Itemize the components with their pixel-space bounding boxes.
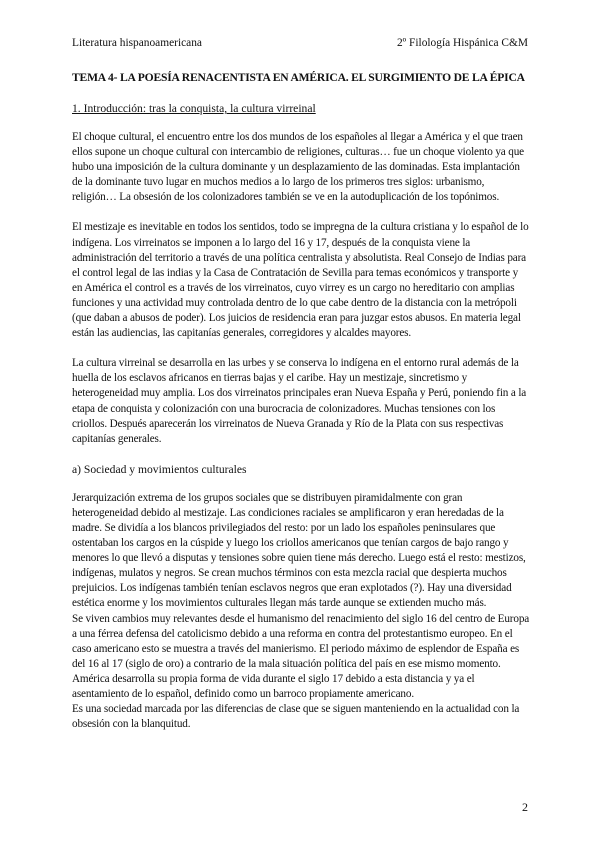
subsection-heading-sociedad: a) Sociedad y movimientos culturales bbox=[72, 462, 247, 476]
document-body bbox=[72, 60, 530, 732]
paragraph: Jerarquización extrema de los grupos sociales que se distribuyen piramidalmente con gran heterogeneidad debido al mestizaje. Las condiciones raciales se amplificaron y eran heredadas de la madre. Se dividía a los blancos privilegiados del resto: por un lado los españoles peninsulares que ostentaban los cargos en la cúspide y luego los criollos americanos que tenían cargos de bajo rango y menores lo que llevó a disputas y tensiones sobre quien tiene más derecho. Luego está el resto: mestizos, indígenas, mulatos y negros. Se crean muchos términos con esta mezcla racial que despierta muchos prejuicios. Los indígenas también tenían esclavos negros que eran explotados (?). Hay una diversidad estética enorme y los movimientos culturales llegan más tarde aunque se extienden mucho más. bbox=[72, 491, 526, 610]
page-number: 2 bbox=[522, 800, 528, 814]
header-degree-label: 2º Filología Hispánica C&M bbox=[396, 37, 528, 49]
paragraph: El choque cultural, el encuentro entre los dos mundos de los españoles al llegar a América y el que traen ellos supone un choque cultural con intercambio de religiones, culturas… fue un choque violento ya que hubo una imposición de la cultura dominante y un desplazamiento de las dominadas. Esta implantación de la dominante tuvo lugar en muchos medios a lo largo de los primeros tres siglos: urbanismo, religión… La obsesión de los colonizadores también se ve en la autoduplicación de los topónimos. bbox=[72, 131, 524, 204]
header-course-title: Literatura hispanoamericana bbox=[72, 37, 202, 49]
paragraph: Se viven cambios muy relevantes desde el humanismo del renacimiento del siglo 16 del centro de Europa a una férrea defensa del catolicismo debido a una reforma en contra del protestantismo europeo. En el caso americano esto se muestra a través del manierismo. El periodo máximo de esplendor de España es del 16 al 17 (siglo de oro) a contrario de la mala situación política del país en ese mismo momento. América desarrolla su propia forma de vida durante el siglo 17 debido a esta distancia y ya el asentamiento de lo español, definido como un barroco propiamente americano. bbox=[72, 612, 530, 700]
page-title: TEMA 4- LA POESÍA RENACENTISTA EN AMÉRICA. EL SURGIMIENTO DE LA ÉPICA bbox=[72, 71, 525, 84]
paragraph: La cultura virreinal se desarrolla en las urbes y se conserva lo indígena en el entorno rural además de la huella de los esclavos africanos en tierras bajas y el caribe. Hay un mestizaje, sincretismo y heterogeneidad muy amplia. Los dos virreinatos principales eran Nueva España y Perú, poniendo fin a la etapa de conquista y colonización con una burocracia de colonizadores. Muchas tensiones con los criollos. Después aparecerán los virreinatos de Nueva Granada y Río de la Plata con sus respectivas capitanías generales. bbox=[72, 357, 527, 445]
section-heading-introduccion: 1. Introducción: tras la conquista, la cultura virreinal bbox=[72, 102, 316, 115]
paragraph: Es una sociedad marcada por las diferencias de clase que se siguen manteniendo en la actualidad con la obsesión con la blanquitud. bbox=[72, 703, 520, 731]
paragraph: El mestizaje es inevitable en todos los sentidos, todo se impregna de la cultura cristiana y lo español de lo indígena. Los virreinatos se imponen a lo largo del 16 y 17, después de la conquista viene la administración del territorio a través de una política centralista y absolutista. Real Consejo de Indias para el control legal de las indias y la Casa de Contratación de Sevilla para temas económicos y transporte y en América el control es a través de los virreinatos, cuyo virrey es un cargo no hereditario con amplias funciones y una actividad muy controlada dentro de lo que cabe dentro de la distancia con la metrópoli (que daban a abusos de poder). Los juicios de residencia eran para juzgar estos abusos. En materia legal están las audiencias, las capitanías generales, corregidores y alcaldes mayores. bbox=[72, 221, 529, 340]
